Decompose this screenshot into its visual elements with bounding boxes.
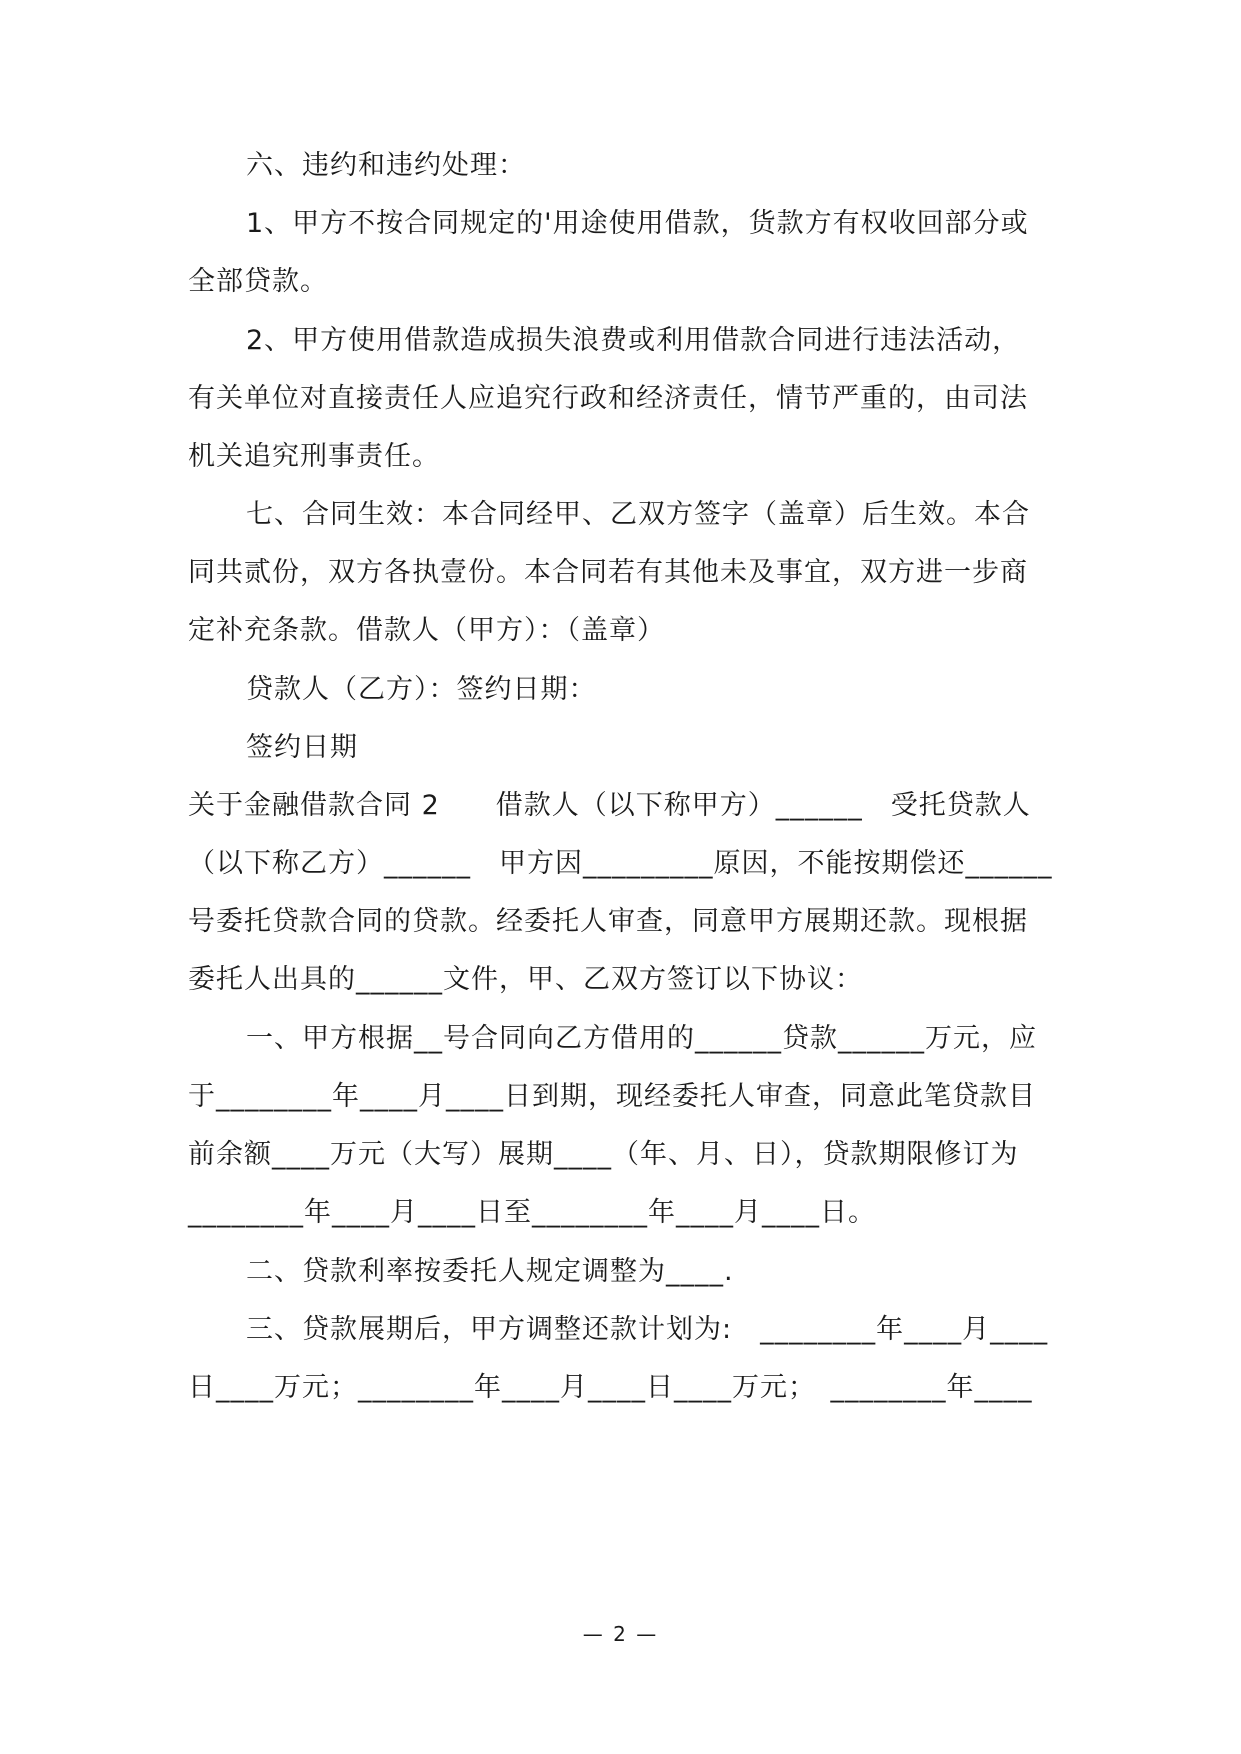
contract-2-line-2: （以下称乙方）______ 甲方因_________原因，不能按期偿还______ (188, 848, 1053, 879)
lender-signature-line: 贷款人（乙方）：签约日期： (246, 674, 597, 705)
section-6-heading: 六、违约和违约处理： (246, 150, 526, 181)
contract-2-line-1: 关于金融借款合同 2 借款人（以下称甲方）______ 受托贷款人 (188, 790, 1031, 821)
article-1-line-3: 前余额____万元（大写）展期____（年、月、日），贷款期限修订为 (188, 1139, 1019, 1170)
clause-6-1-line-1: 1、甲方不按合同规定的'用途使用借款，货款方有权收回部分或 (246, 208, 1029, 239)
section-7-line-1: 七、合同生效：本合同经甲、乙双方签字（盖章）后生效。本合 (246, 499, 1030, 530)
clause-6-2-line-2: 有关单位对直接责任人应追究行政和经济责任，情节严重的，由司法 (188, 383, 1028, 414)
article-1-line-2: 于________年____月____日到期，现经委托人审查，同意此笔贷款目 (188, 1081, 1036, 1112)
contract-2-line-3: 号委托贷款合同的贷款。经委托人审查，同意甲方展期还款。现根据 (188, 906, 1028, 937)
article-3-line-1: 三、贷款展期后，甲方调整还款计划为: ________年____月____ (246, 1314, 1049, 1345)
clause-6-2-line-3: 机关追究刑事责任。 (188, 441, 440, 472)
section-7-line-2: 同共贰份，双方各执壹份。本合同若有其他未及事宜，双方进一步商 (188, 557, 1028, 588)
section-7-line-3: 定补充条款。借款人（甲方）：（盖章） (188, 615, 665, 646)
article-2-line: 二、贷款利率按委托人规定调整为____. (246, 1256, 734, 1287)
signing-date-line: 签约日期 (246, 732, 358, 763)
clause-6-2-line-1: 2、甲方使用借款造成损失浪费或利用借款合同进行违法活动， (246, 325, 1021, 356)
contract-2-line-4: 委托人出具的______文件，甲、乙双方签订以下协议： (188, 964, 863, 995)
article-1-line-1: 一、甲方根据__号合同向乙方借用的______贷款______万元，应 (246, 1023, 1037, 1054)
clause-6-1-line-2: 全部贷款。 (188, 266, 328, 297)
article-1-line-4: ________年____月____日至________年____月____日。 (188, 1197, 876, 1228)
page-number: — 2 — (582, 1622, 659, 1646)
article-3-line-2: 日____万元；________年____月____日____万元； ________年____ (188, 1372, 1033, 1403)
